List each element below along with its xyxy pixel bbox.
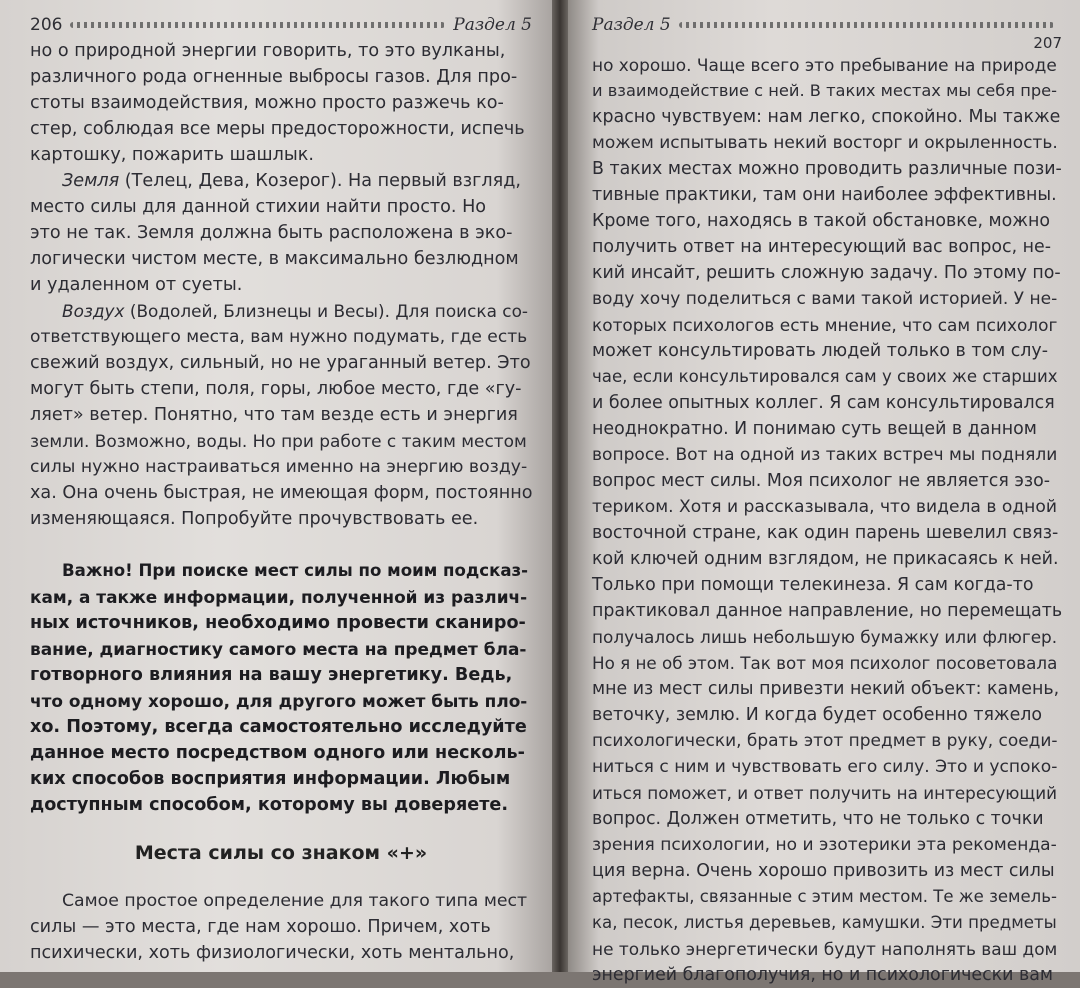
text-line: и взаимодействие с ней. В таких местах мы себя пре-	[592, 81, 1058, 100]
text-line: стоты взаимодействия, можно просто разжечь ко-	[30, 93, 504, 113]
zemlya-term: Земля	[62, 171, 120, 191]
text-line: практиковал данное направление, но перемещать	[592, 601, 1063, 621]
text-line: хо. Поэтому, всегда самостоятельно исследуйте	[30, 717, 527, 737]
right-section-title: Раздел 5	[592, 15, 671, 35]
left-body	[30, 38, 532, 966]
text-line: кий инсайт, решить сложную задачу. По этому по-	[592, 263, 1061, 283]
zemlya-paragraph-start	[30, 168, 532, 194]
text-line: что одному хорошо, для другого может быть пло-	[30, 691, 528, 711]
text-line: вание, диагностику самого места на предмет бла-	[30, 639, 527, 659]
text-line: кам, а также информации, полученной из различ-	[30, 587, 528, 607]
text-line: картошку, пожарить шашлык.	[30, 145, 314, 165]
text-line: логически чистом месте, в максимально безлюдном	[30, 249, 519, 269]
text-line: это не так. Земля должна быть расположена в эко-	[30, 223, 513, 243]
text-line: психически, хоть физиологически, хоть ментально,	[30, 943, 515, 963]
right-body	[592, 52, 1062, 988]
text-line: ция верна. Очень хорошо привозить из мест силы	[592, 861, 1055, 881]
text-line: мне из мест силы привезти некий объект: камень,	[592, 679, 1060, 699]
text-line: иться поможет, и ответ получить на интересующий	[592, 783, 1058, 803]
text-line: вопрос мест силы. Моя психолог не является эзо-	[592, 471, 1051, 491]
text-line: энергией благополучия, но и психологически вам	[592, 965, 1054, 985]
text-line: Важно! При поиске мест силы по моим подсказ-	[62, 561, 529, 580]
text-line: Самое простое определение для такого типа мест	[62, 891, 528, 911]
text-line: стер, соблюдая все меры предосторожности, испечь	[30, 119, 525, 139]
right-page-number: 207	[1033, 34, 1062, 52]
text-fragment: (Водолей, Близнецы и Весы). Для поиска со-	[124, 301, 528, 321]
text-line: Но я не об этом. Так вот моя психолог посоветовала	[592, 653, 1058, 673]
text-line: ных источников, необходимо провести сканиро-	[30, 613, 526, 633]
text-line: изменяющаяся. Попробуйте прочувствовать ее.	[30, 509, 479, 529]
text-line: воду хочу поделиться с вами такой историей. У не-	[592, 289, 1058, 309]
text-line: ответствующего места, вам нужно подумать, где есть	[30, 327, 528, 347]
text-line: но хорошо. Чаще всего это пребывание на природе	[592, 55, 1057, 75]
text-line: Кроме того, находясь в такой обстановке, можно	[592, 211, 1050, 231]
text-line: ниться с ним и чувствовать его силу. Это и успоко-	[592, 757, 1058, 777]
text-line: ких способов восприятия информации. Любым	[30, 769, 511, 789]
text-line: силы — это места, где нам хорошо. Причем, хоть	[30, 917, 491, 937]
text-line: териком. Хотя и рассказывала, что видела в одной	[592, 497, 1057, 517]
text-line: и удаленном от суеты.	[30, 275, 243, 295]
text-line: неоднократно. И понимаю суть вещей в данном	[592, 419, 1037, 439]
text-line: восточной стране, как один парень шевелил связ-	[592, 523, 1059, 543]
book-gutter	[552, 0, 568, 972]
important-note	[30, 558, 532, 818]
text-line: силы нужно настраиваться именно на энергию возду-	[30, 457, 528, 477]
text-line: может консультировать людей только в том слу-	[592, 341, 1048, 361]
text-line: психологически, брать этот предмет в руку, соеди-	[592, 731, 1058, 751]
text-line: место силы для данной стихии найти просто. Но	[30, 197, 487, 217]
text-line: красно чувствуем: нам легко, спокойно. Мы также	[592, 107, 1061, 127]
text-line: не только энергетически будут наполнять ваш дом	[592, 939, 1058, 959]
left-page-number: 206	[30, 15, 63, 35]
text-line: артефакты, связанные с этим местом. Те же земель-	[592, 887, 1057, 906]
text-line: различного рода огненные выбросы газов. Для про-	[30, 67, 518, 87]
text-line: веточку, землю. И когда будет особенно тяжело	[592, 705, 1043, 725]
header-ornament	[70, 22, 445, 28]
vozduh-term: Воздух	[62, 301, 125, 321]
text-line: готворного влияния на вашу энергетику. Ведь,	[30, 665, 513, 685]
text-line: ка, песок, листья деревьев, камушки. Эти предметы	[592, 913, 1057, 932]
text-line: данное место посредством одного или несколь-	[30, 743, 525, 763]
text-line: земли. Возможно, воды. Но при работе с таким местом	[30, 431, 527, 451]
left-section-title: Раздел 5	[453, 15, 532, 35]
text-line: доступным способом, которому вы доверяете.	[30, 795, 509, 815]
text-line: В таких местах можно проводить различные пози-	[592, 159, 1062, 179]
spacer	[30, 532, 532, 558]
text-line: вопрос. Должен отметить, что не только с точки	[592, 809, 1044, 829]
text-line: и более опытных коллег. Я сам консультировался	[592, 393, 1055, 413]
left-running-header	[30, 12, 532, 38]
text-line: вопросе. Вот на одной из таких встреч мы подняли	[592, 445, 1058, 465]
text-fragment: (Телец, Дева, Козерог). На первый взгляд,	[119, 171, 521, 191]
text-line: которых психологов есть мнение, что сам психолог	[592, 315, 1058, 335]
vozduh-paragraph-start	[30, 298, 532, 324]
text-line: Только при помощи телекинеза. Я сам когда-то	[592, 575, 1034, 595]
text-line: можем испытывать некий восторг и окрыленность.	[592, 133, 1058, 153]
text-line: свежий воздух, сильный, но не ураганный ветер. Это	[30, 353, 531, 373]
text-line: могут быть степи, поля, горы, любое место, где «гу-	[30, 379, 522, 399]
text-line: зрения психологии, но и эзотерики эта рекоменда-	[592, 835, 1057, 855]
text-line: ха. Она очень быстрая, не имеющая форм, постоянно	[30, 483, 533, 503]
header-ornament	[679, 22, 1054, 28]
text-line: кой ключей одним взглядом, не прикасаясь к ней.	[592, 549, 1059, 569]
text-line: ляет» ветер. Понятно, что там везде есть и энергия	[30, 405, 518, 425]
text-line: чае, если консультировался сам у своих же старших	[592, 367, 1058, 386]
section-heading: Места силы со знаком «+»	[134, 842, 428, 864]
text-line: получалось лишь небольшую бумажку или флюгер.	[592, 627, 1058, 647]
right-page	[568, 0, 1080, 985]
text-line: тивные практики, там они наиболее эффективны.	[592, 185, 1057, 205]
text-line: получить ответ на интересующий вас вопрос, не-	[592, 237, 1051, 257]
text-line: но о природной энергии говорить, то это вулканы,	[30, 41, 506, 61]
